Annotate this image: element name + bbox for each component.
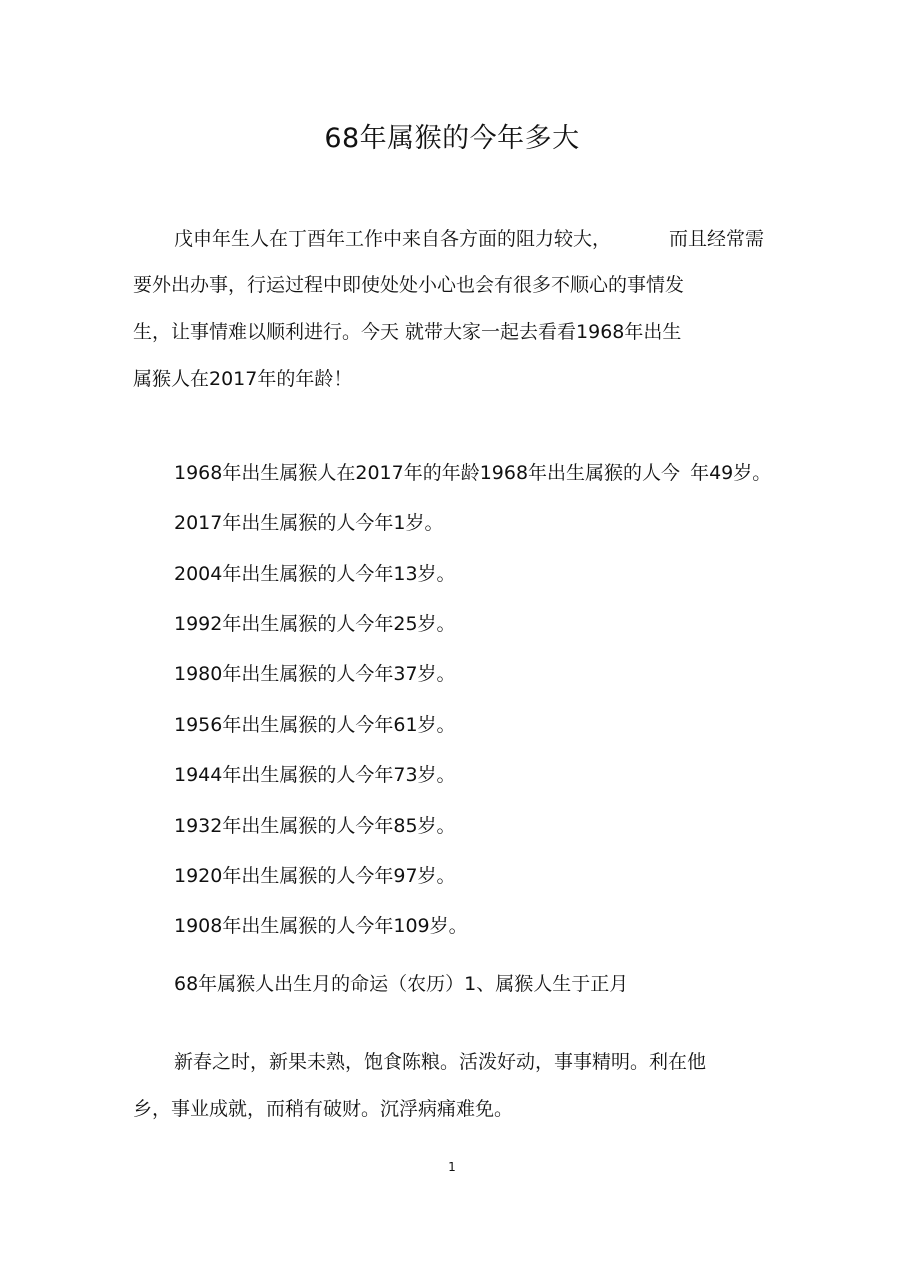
intro-line-3b: 就带大家一起去看看1968年出生 — [405, 321, 682, 343]
intro-line-3 — [133, 319, 681, 345]
age-line: 1932年出生属猴的人今年85岁。 — [174, 815, 456, 837]
age-line: 1992年出生属猴的人今年25岁。 — [174, 613, 456, 635]
intro-line-4: 属猴人在2017年的年龄！ — [133, 368, 353, 390]
age-line: 1956年出生属猴的人今年61岁。 — [174, 714, 456, 736]
age-line-1968a: 1968年出生属猴人在2017年的年龄1968年出生属猴的人今 — [174, 462, 681, 484]
age-line: 1944年出生属猴的人今年73岁。 — [174, 764, 456, 786]
page-number: 1 — [448, 1160, 456, 1174]
age-line: 2004年出生属猴的人今年13岁。 — [174, 563, 456, 585]
age-line: 1920年出生属猴的人今年97岁。 — [174, 865, 456, 887]
intro-line-1b: 而且经常需 — [669, 228, 765, 250]
intro-line-3a: 生，让事情难以顺利进行。今天 — [133, 321, 400, 343]
fate-line-1: 新春之时，新果未熟，饱食陈粮。活泼好动，事事精明。利在他 — [174, 1051, 707, 1073]
fate-line-2: 乡，事业成就，而稍有破财。沉浮病痛难免。 — [133, 1098, 514, 1120]
age-line: 2017年出生属猴的人今年1岁。 — [174, 512, 444, 534]
fate-heading: 68年属猴人出生月的命运（农历）1、属猴人生于正月 — [174, 973, 629, 995]
age-line-1968 — [174, 460, 771, 486]
intro-line-2: 要外出办事，行运过程中即使处处小心也会有很多不顺心的事情发 — [133, 274, 685, 296]
age-line-1968b: 年49岁。 — [690, 462, 772, 484]
page-title: 68年属猴的今年多大 — [324, 123, 580, 154]
age-line: 1980年出生属猴的人今年37岁。 — [174, 663, 456, 685]
age-line: 1908年出生属猴的人今年109岁。 — [174, 915, 468, 937]
intro-line-1 — [174, 226, 764, 252]
intro-line-1a: 戊申年生人在丁酉年工作中来自各方面的阻力较大， — [174, 228, 612, 250]
